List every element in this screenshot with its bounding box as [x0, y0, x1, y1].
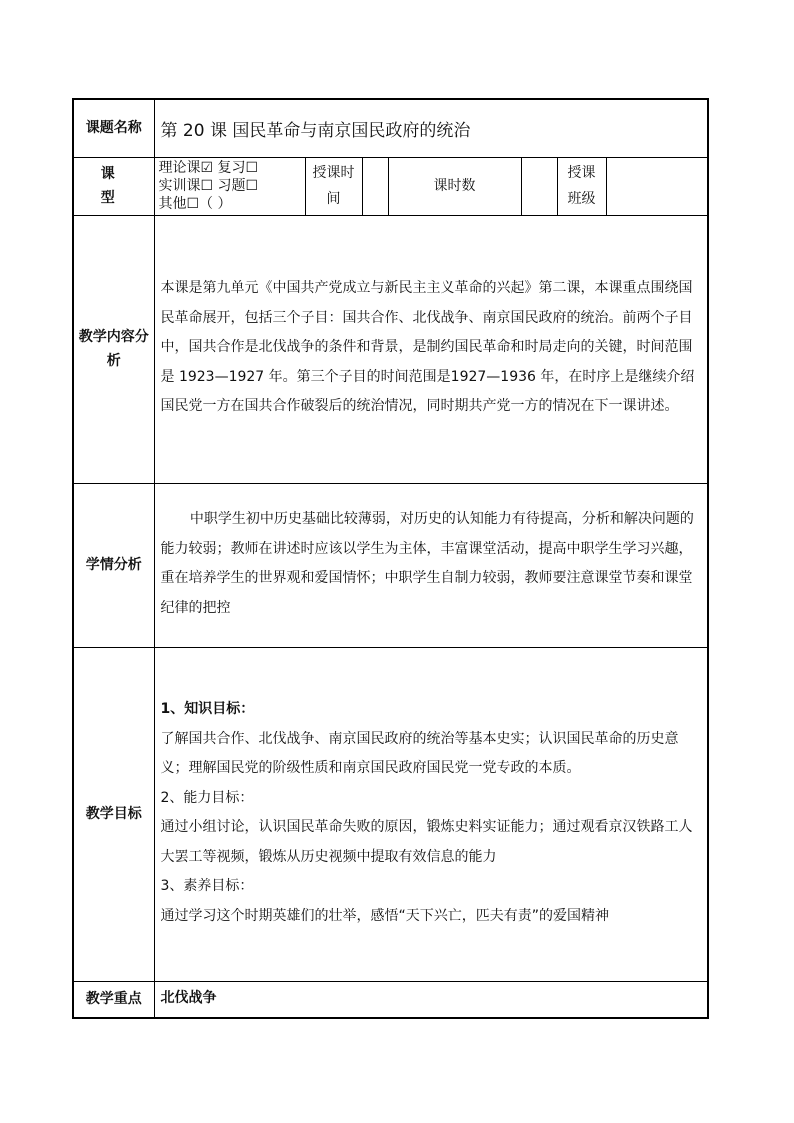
- type-options: [154, 157, 305, 215]
- student-analysis-row: [73, 483, 708, 647]
- literacy-text: 通过学习这个时期英雄们的壮举，感悟“天下兴亡，匹夫有责”的爱国精神: [160, 907, 610, 924]
- ability-text: 通过小组讨论，认识国民革命失败的原因，锻炼史料实证能力；通过观看京汉铁路工人大罢工等视频，锻炼从历史视频中提取有效信息的能力: [160, 819, 693, 865]
- class-value: [606, 157, 708, 215]
- class-label: 授课班级: [557, 157, 606, 215]
- key-point-text: 北伐战争: [154, 981, 708, 1018]
- type-options-line-2: 实训课☐ 习题☐: [158, 178, 259, 194]
- hours-label: 课时数: [388, 157, 521, 215]
- knowledge-heading: 1、知识目标：: [160, 701, 255, 717]
- objectives-text: [154, 647, 708, 981]
- student-analysis-paragraph: 中职学生初中历史基础比较薄弱，对历史的认知能力有待提高，分析和解决问题的能力较弱；教师在讲述时应该以学生为主体，丰富课堂活动，提高中职学生学习兴趣，重在培养学生的世界观和爱国情怀；中职学生自制力较弱，教师要注意课堂节奏和课堂纪律的把控: [160, 511, 694, 616]
- hours-value: [521, 157, 557, 215]
- student-analysis-text: [154, 483, 708, 647]
- knowledge-text: 了解国共合作、北伐战争、南京国民政府的统治等基本史实；认识国民革命的历史意义；理解国民党的阶级性质和南京国民政府国民党一党专政的本质。: [160, 730, 679, 776]
- student-analysis-label: 学情分析: [73, 483, 154, 647]
- key-point-row: [73, 981, 708, 1018]
- title-row: [73, 99, 708, 157]
- type-options-line-1: 理论课☑ 复习☐: [158, 160, 259, 176]
- content-analysis-text: [154, 215, 708, 483]
- content-analysis-paragraph: 本课是第九单元《中国共产党成立与新民主主义革命的兴起》第二课，本课重点围绕国民革命展开，包括三个子目：国共合作、北伐战争、南京国民政府的统治。前两个子目中，国共合作是北伐战争的条件和背景，是制约国民革命和时局走向的关键，时间范围是 1923—1927 年。第三个子目的时间范围是1927—1936 年，在时序上是继续介绍国民党一方在国共合作破裂后的统治情况，同时期共产党一方的情况在下一课讲述。: [160, 280, 695, 415]
- type-label: 课 型: [73, 157, 154, 215]
- lesson-title: 第 20 课 国民革命与南京国民政府的统治: [154, 99, 708, 157]
- type-options-line-3: 其他☐（ ）: [158, 196, 232, 212]
- ability-heading: 2、能力目标：: [160, 789, 254, 806]
- teach-time-label: 授课时间: [305, 157, 362, 215]
- teach-time-value: [362, 157, 388, 215]
- objectives-label: 教学目标: [73, 647, 154, 981]
- content-analysis-label: 教学内容分析: [73, 215, 154, 483]
- objectives-row: [73, 647, 708, 981]
- title-label: 课题名称: [73, 99, 154, 157]
- content-analysis-row: [73, 215, 708, 483]
- key-point-label: 教学重点: [73, 981, 154, 1018]
- type-row: [73, 157, 708, 215]
- lesson-plan-table: [72, 98, 709, 1019]
- literacy-heading: 3、素养目标：: [160, 878, 254, 894]
